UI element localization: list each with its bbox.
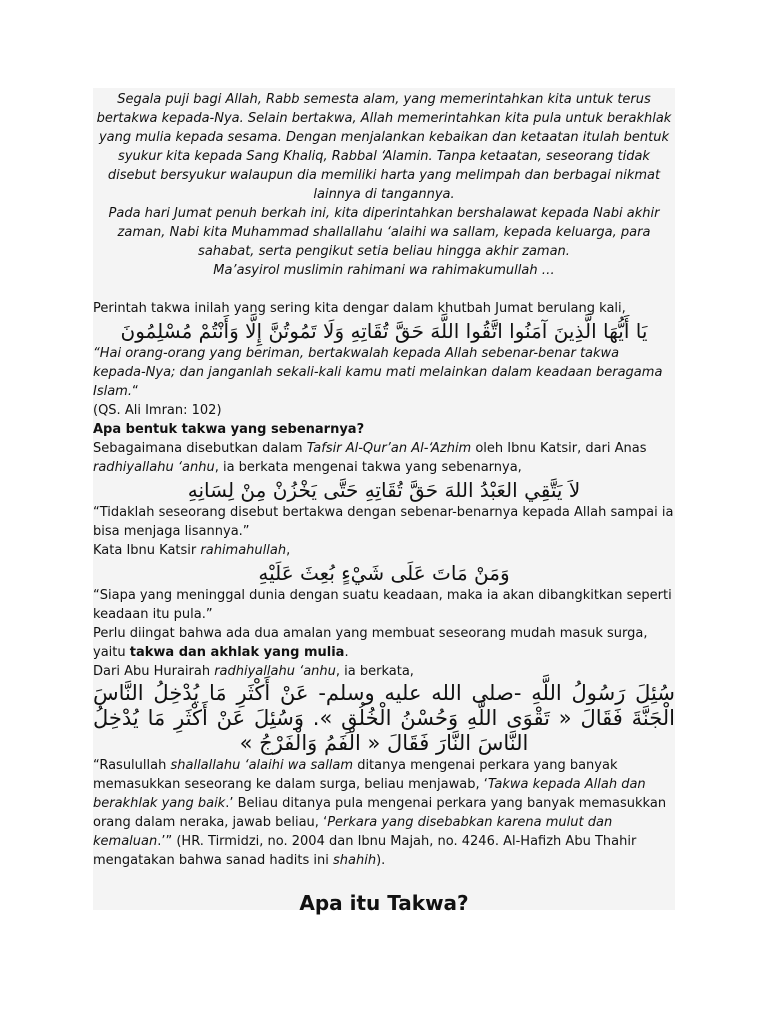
- arabic-atsar-anas: لاَ يَتَّقِي العَبْدُ اللهَ حَقَّ تُقَاتِهِ حَتَّى يَخْزُنْ مِنْ لِسَانِهِ: [187, 478, 581, 502]
- arabic-verse-ali-imran: يَا أَيُّهَا الَّذِينَ آمَنُوا اتَّقُوا اللَّهَ حَقَّ تُقَاتِهِ وَلَا تَمُوتُنَّ إِلَّا وَأَنْتُمْ مُسْلِمُونَ: [120, 319, 648, 343]
- translation-ali-imran: [93, 344, 675, 401]
- amalan-text-c: .: [344, 645, 349, 660]
- hadith-grade: shahih: [333, 853, 377, 868]
- katsir-paragraph: [93, 541, 675, 560]
- hadith-honorific: shallallahu ‘alaihi wa sallam: [170, 758, 354, 773]
- translation-atsar-anas: “Tidaklah seseorang disebut bertakwa dengan sebenar-benarnya kepada Allah sampai ia bisa menjaga lisannya.”: [93, 505, 674, 539]
- hurairah-text-c: , ia berkata,: [335, 664, 414, 679]
- main-body: [93, 299, 675, 870]
- hurairah-paragraph: [93, 662, 675, 681]
- hadith-text-3: ditanya mengenai perkara yang banyak memasukkan seseorang ke dalam surga, beliau menjawab, ‘: [93, 758, 618, 792]
- arabic-katsir-quote: وَمَنْ مَاتَ عَلَى شَيْءٍ بُعِثَ عَلَيْهِ: [258, 561, 510, 585]
- tafsir-text-a: Sebagaimana disebutkan dalam: [93, 441, 307, 456]
- katsir-text-c: ,: [286, 543, 291, 558]
- intro-paragraph-greeting: Ma’asyirol muslimin rahimani wa rahimakumullah …: [213, 263, 555, 278]
- hadith-answer-neraka: Perkara yang disebabkan karena mulut dan kemaluan: [93, 815, 613, 849]
- tafsir-text-b: oleh Ibnu Katsir, dari Anas: [471, 441, 647, 456]
- intro-paragraph-shalawat: Pada hari Jumat penuh berkah ini, kita diperintahkan bershalawat kepada Nabi akhir zaman, Nabi kita Muhammad shallallahu ‘alaihi wa sallam, kepada keluarga, para sahabat, serta pengikut setia beliau hingga akhir zaman.: [108, 206, 660, 259]
- section-heading: Apa itu Takwa?: [299, 891, 469, 915]
- katsir-text-a: Kata Ibnu Katsir: [93, 543, 201, 558]
- amalan-emphasis: takwa dan akhlak yang mulia: [129, 645, 345, 660]
- katsir-honorific: rahimahullah: [200, 543, 287, 558]
- takwa-intro-paragraph: Perintah takwa inilah yang sering kita dengar dalam khutbah Jumat berulang kali,: [93, 301, 626, 316]
- translation-ali-imran-text: “Hai orang-orang yang beriman, bertakwalah kepada Allah sebenar-benar takwa kepada-Nya; dan janganlah sekali-kali kamu mati melainkan dalam keadaan beragama Islam.: [93, 346, 663, 399]
- question-heading: Apa bentuk takwa yang sebenarnya?: [93, 422, 365, 437]
- intro-paragraph-praise: Segala puji bagi Allah, Rabb semesta alam, yang memerintahkan kita untuk terus bertakwa kepada-Nya. Selain bertakwa, Allah memerintahkan kita pula untuk berakhlak yang mulia kepada sesama. Dengan menjalankan kebaikan dan ketaatan itulah bentuk syukur kita kepada Sang Khaliq, Rabbal ‘Alamin. Tanpa ketaatan, seseorang tidak disebut bersyukur walaupun dia memiliki harta yang melimpah dan berbagai nikmat lainnya di tangannya.: [96, 92, 672, 202]
- hadith-translation: [93, 756, 675, 870]
- tafsir-text-c: , ia berkata mengenai takwa yang sebenarnya,: [214, 460, 522, 475]
- arabic-hadith: سُئِلَ رَسُولُ اللَّهِ -صلى الله عليه وسلم- عَنْ أَكْثَرِ مَا يُدْخِلُ النَّاسَ الْجَنَّةَ فَقَالَ « تَقْوَى اللَّهِ وَحُسْنُ الْخُلُقِ ». وَسُئِلَ عَنْ أَكْثَرِ مَا يُدْخِلُ النَّاسَ النَّارَ فَقَالَ « الْفَمُ وَالْفَرْجُ »: [93, 681, 675, 755]
- source-ali-imran: (QS. Ali Imran: 102): [93, 403, 222, 418]
- hurairah-honorific: radhiyallahu ‘anhu: [214, 664, 336, 679]
- amalan-text-a: Perlu diingat bahwa ada dua amalan yang membuat seseorang mudah masuk surga, yaitu: [93, 626, 648, 660]
- tafsir-paragraph: [93, 439, 675, 477]
- tafsir-book-title: Tafsir Al-Qur’an Al-‘Azhim: [306, 441, 472, 456]
- hadith-text-9: ).: [376, 853, 386, 868]
- translation-ali-imran-close: “: [131, 384, 139, 399]
- translation-katsir-quote: “Siapa yang meninggal dunia dengan suatu keadaan, maka ia akan dibangkitkan seperti keadaan itu pula.”: [93, 588, 672, 622]
- hurairah-text-a: Dari Abu Hurairah: [93, 664, 215, 679]
- document-page: [93, 88, 675, 915]
- hadith-answer-surga: Takwa kepada Allah dan berakhlak yang baik: [93, 777, 646, 811]
- intro-section: [93, 88, 675, 280]
- hadith-text-1: “Rasulullah: [93, 758, 171, 773]
- amalan-paragraph: [93, 624, 675, 662]
- hadith-text-5: .’ Beliau ditanya pula mengenai perkara yang banyak memasukkan orang dalam neraka, jawab beliau, ‘: [93, 796, 667, 830]
- tafsir-honorific: radhiyallahu ‘anhu: [93, 460, 215, 475]
- hadith-text-7: .’” (HR. Tirmidzi, no. 2004 dan Ibnu Majah, no. 4246. Al-Hafizh Abu Thahir mengatakan bahwa sanad hadits ini: [93, 834, 637, 868]
